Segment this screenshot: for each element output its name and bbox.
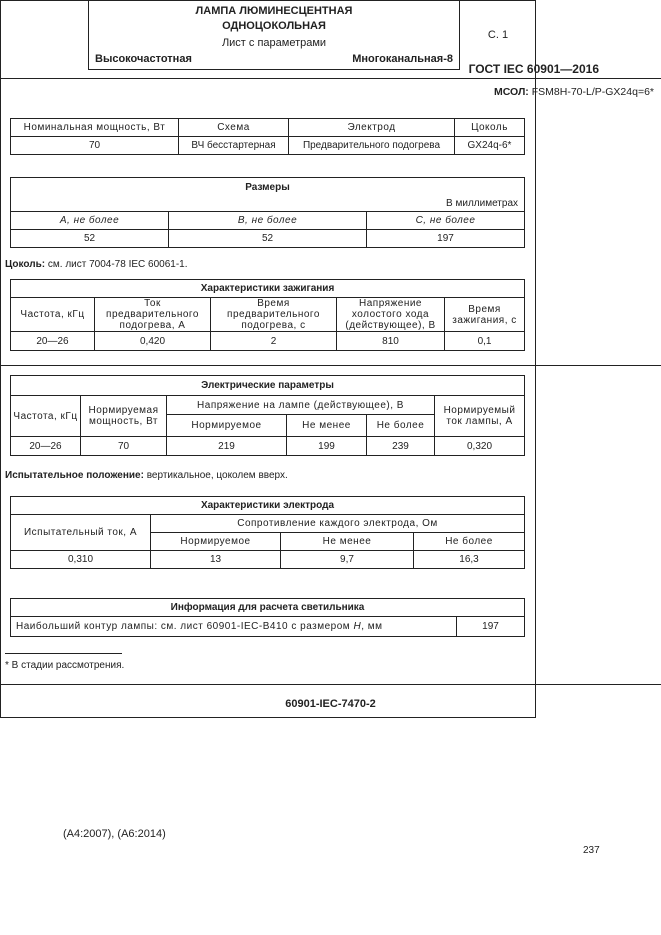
ignition-table [10, 279, 525, 351]
electrical-title: Электрические параметры [11, 376, 525, 396]
electrical-header-frequency: Частота, кГц [11, 396, 81, 437]
luminaire-label-start: Наибольший контур лампы: см. лист 60901-IEC-B410 с размером [16, 621, 354, 632]
dimensions-header-a: A, не более [11, 212, 169, 230]
ignition-value-frequency: 20—26 [11, 332, 95, 351]
main-header-circuit: Схема [179, 119, 289, 137]
ignition-header-ignition-time: Время зажигания, с [445, 298, 525, 332]
main-header-cap: Цоколь [455, 119, 525, 137]
sheet-title-line1: ЛАМПА ЛЮМИНЕСЦЕНТНАЯ [195, 5, 353, 17]
electrical-header-voltage-min: Не менее [287, 415, 367, 437]
electrode-header-resistance-rated: Нормируемое [151, 533, 281, 551]
ignition-header-preheat-current: Ток предварительного подогрева, А [95, 298, 211, 332]
sheet-page-code: С. 1 [487, 29, 509, 41]
ignition-header-preheat-time: Время предварительного подогрева, с [211, 298, 337, 332]
ignition-header-open-circuit-voltage: Напряжение холостого хода (действующее), В [337, 298, 445, 332]
main-header-power: Номинальная мощность, Вт [11, 119, 179, 137]
luminaire-info-value: 197 [457, 617, 525, 637]
cap-note-label: Цоколь: [5, 259, 46, 270]
ignition-value-open-circuit-voltage: 810 [337, 332, 445, 351]
electrical-value-voltage-min: 199 [287, 437, 367, 456]
electrode-value-resistance-min: 9,7 [281, 551, 414, 569]
electrode-table [10, 496, 525, 569]
cap-note [5, 259, 188, 270]
electrode-header-resistance-max: Не более [414, 533, 525, 551]
msol-designation [494, 86, 654, 98]
dimensions-value-b: 52 [169, 230, 367, 248]
section-divider [0, 365, 661, 366]
luminaire-label-end: , мм [361, 621, 383, 632]
dimensions-title: Размеры [11, 178, 525, 197]
electrical-value-voltage-rated: 219 [167, 437, 287, 456]
electrical-header-voltage-group: Напряжение на лампе (действующее), В [167, 396, 435, 415]
ignition-value-ignition-time: 0,1 [445, 332, 525, 351]
dimensions-table [10, 177, 525, 248]
electrode-header-resistance-group: Сопротивление каждого электрода, Ом [151, 515, 525, 533]
luminaire-info-label [11, 617, 457, 637]
lamp-family-label: Многоканальная-8 [352, 53, 453, 65]
footer-divider [0, 684, 661, 685]
test-position-note [5, 470, 288, 481]
electrode-header-resistance-min: Не менее [281, 533, 414, 551]
electrode-header-test-current: Испытательный ток, А [11, 515, 151, 551]
electrical-value-current: 0,320 [435, 437, 525, 456]
msol-label: МСОЛ: [493, 86, 529, 98]
header-divider [0, 78, 661, 79]
electrical-header-voltage-rated: Нормируемое [167, 415, 287, 437]
msol-value: FSM8H-70-L/P-GX24q=6* [531, 86, 654, 98]
dimensions-header-c: C, не более [367, 212, 525, 230]
lamp-type-label: Высокочастотная [95, 53, 192, 65]
ignition-header-frequency: Частота, кГц [11, 298, 95, 332]
electrical-header-voltage-max: Не более [367, 415, 435, 437]
standard-header: ГОСТ IEC 60901—2016 [468, 62, 599, 76]
sheet-subtitle: Лист с параметрами [221, 37, 327, 49]
dimensions-header-b: B, не более [169, 212, 367, 230]
ignition-value-preheat-current: 0,420 [95, 332, 211, 351]
test-position-text: вертикальное, цоколем вверх. [146, 470, 288, 481]
main-parameters-table [10, 118, 525, 155]
cap-note-text: см. лист 7004-78 IEC 60061-1. [47, 259, 188, 270]
main-value-power: 70 [11, 137, 179, 155]
electrode-value-resistance-rated: 13 [151, 551, 281, 569]
luminaire-label-variable: H [353, 621, 362, 632]
electrode-value-test-current: 0,310 [11, 551, 151, 569]
electrical-value-power: 70 [81, 437, 167, 456]
ignition-value-preheat-time: 2 [211, 332, 337, 351]
dimensions-unit: В миллиметрах [11, 197, 525, 212]
footnote-rule [5, 653, 122, 654]
amendments-note: (A4:2007), (A6:2014) [63, 828, 166, 840]
sheet-footer-code: 60901-IEC-7470-2 [285, 698, 376, 710]
main-header-electrode: Электрод [289, 119, 455, 137]
electrical-value-voltage-max: 239 [367, 437, 435, 456]
dimensions-value-a: 52 [11, 230, 169, 248]
sheet-title-block [88, 0, 460, 70]
main-value-electrode: Предварительного подогрева [289, 137, 455, 155]
electrical-value-frequency: 20—26 [11, 437, 81, 456]
luminaire-info-title: Информация для расчета светильника [11, 599, 525, 617]
main-value-circuit: ВЧ бесстартерная [179, 137, 289, 155]
sheet-title-line2: ОДНОЦОКОЛЬНАЯ [222, 20, 326, 32]
luminaire-info-table [10, 598, 525, 637]
page-number: 237 [583, 845, 600, 856]
dimensions-value-c: 197 [367, 230, 525, 248]
electrode-value-resistance-max: 16,3 [414, 551, 525, 569]
electrical-table [10, 375, 525, 456]
ignition-title: Характеристики зажигания [11, 280, 525, 298]
electrode-title: Характеристики электрода [11, 497, 525, 515]
electrical-header-current: Нормируемый ток лампы, А [435, 396, 525, 437]
test-position-label: Испытательное положение: [5, 470, 144, 481]
main-value-cap: GX24q-6* [455, 137, 525, 155]
electrical-header-power: Нормируемая мощность, Вт [81, 396, 167, 437]
footnote: * В стадии рассмотрения. [5, 660, 125, 671]
